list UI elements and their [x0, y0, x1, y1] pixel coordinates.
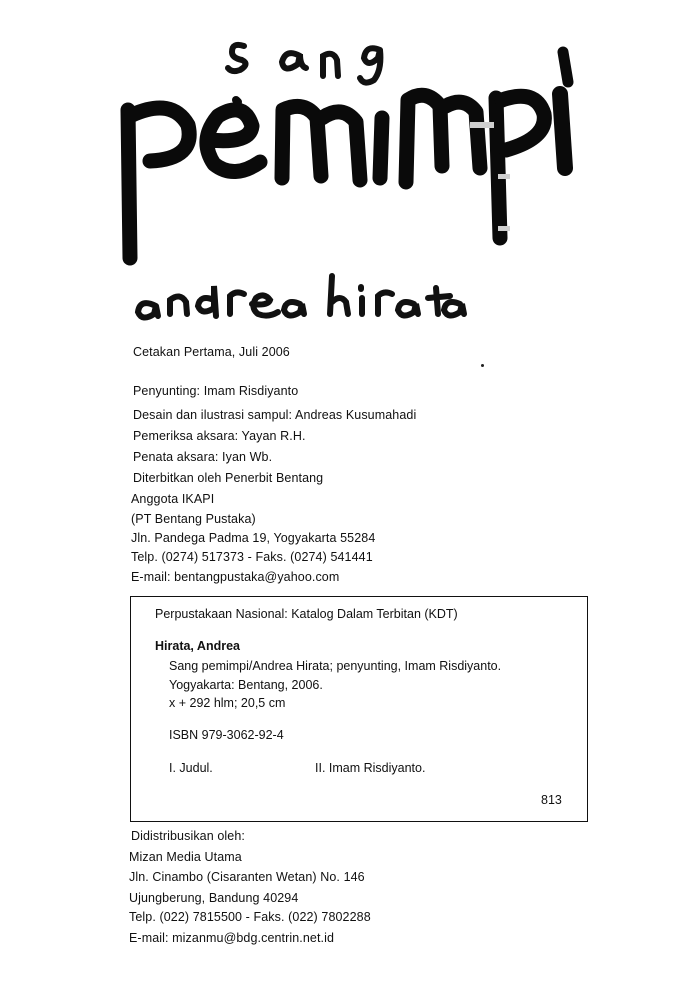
catalog-physical-line: x + 292 hlm; 20,5 cm [169, 696, 286, 710]
ikapi-member-text: Anggota IKAPI [131, 492, 215, 506]
logo-author [138, 276, 464, 318]
catalog-subject-1: I. Judul. [169, 761, 213, 775]
catalog-subject-2: II. Imam Risdiyanto. [315, 761, 426, 775]
proofreader-text: Pemeriksa aksara: Yayan R.H. [133, 429, 306, 443]
publisher-email-text: E-mail: bentangpustaka@yahoo.com [131, 570, 340, 584]
cover-design-text: Desain dan ilustrasi sampul: Andreas Kusumahadi [133, 408, 417, 422]
catalog-isbn: ISBN 979-3062-92-4 [169, 728, 284, 742]
catalog-heading: Perpustakaan Nasional: Katalog Dalam Terbitan (KDT) [155, 607, 458, 621]
catalog-title-line: Sang pemimpi/Andrea Hirata; penyunting, Imam Risdiyanto. [169, 659, 502, 673]
edition-text: Cetakan Pertama, Juli 2006 [133, 345, 290, 359]
distribution-label: Didistribusikan oleh: [131, 829, 245, 843]
logo-sang [228, 45, 380, 83]
editor-text: Penyunting: Imam Risdiyanto [133, 384, 299, 398]
distributor-phone: Telp. (022) 7815500 - Faks. (022) 7802288 [129, 910, 371, 924]
catalog-classification: 813 [541, 793, 562, 807]
publisher-address-text: Jln. Pandega Padma 19, Yogyakarta 55284 [131, 531, 376, 545]
distributor-address-2: Ujungberung, Bandung 40294 [129, 891, 299, 905]
distributor-address-1: Jln. Cinambo (Cisaranten Wetan) No. 146 [129, 870, 365, 884]
publisher-text: Diterbitkan oleh Penerbit Bentang [133, 471, 324, 485]
catalog-author: Hirata, Andrea [155, 639, 240, 653]
company-text: (PT Bentang Pustaka) [131, 512, 256, 526]
distributor-name: Mizan Media Utama [129, 850, 242, 864]
catalog-in-publication-box [130, 596, 588, 822]
book-title-logo [0, 0, 700, 330]
catalog-publication-line: Yogyakarta: Bentang, 2006. [169, 678, 323, 692]
typesetter-text: Penata aksara: Iyan Wb. [133, 450, 273, 464]
publisher-phone-text: Telp. (0274) 517373 - Faks. (0274) 541441 [131, 550, 373, 564]
stray-mark [481, 364, 484, 367]
distributor-email: E-mail: mizanmu@bdg.centrin.net.id [129, 931, 335, 945]
